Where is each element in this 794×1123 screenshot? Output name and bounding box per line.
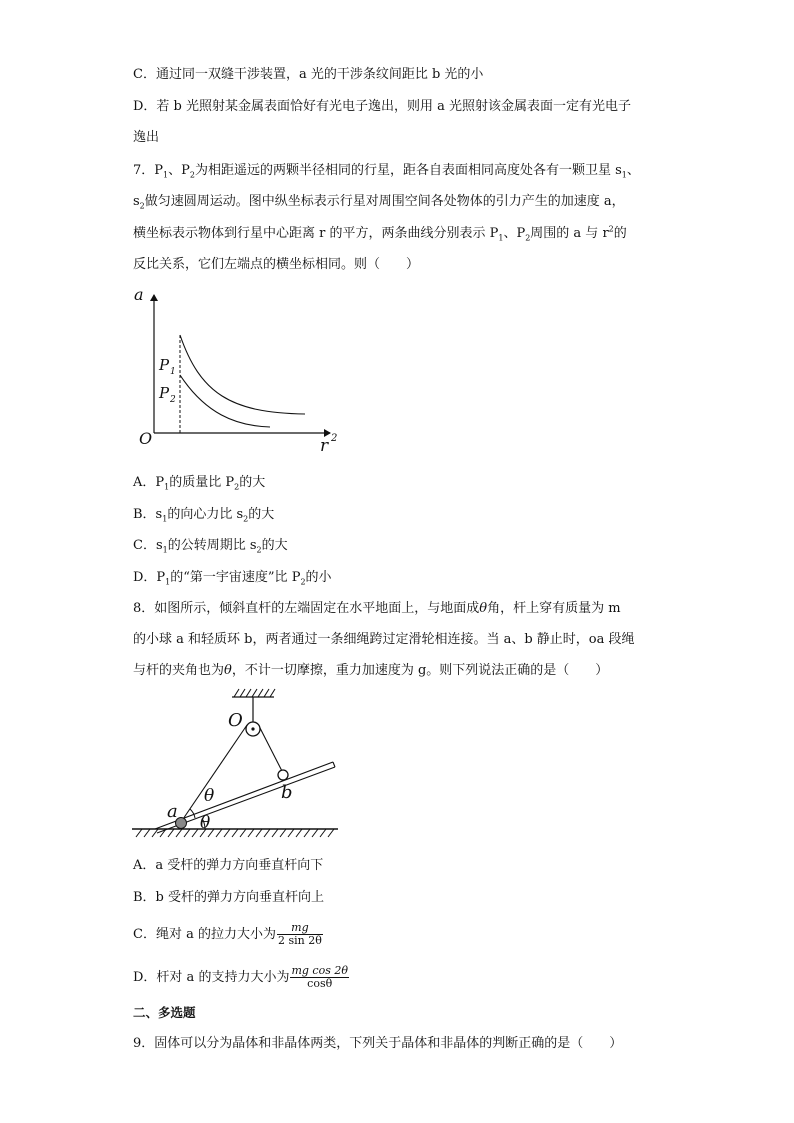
q7-figure [130,283,350,461]
rope-oa [181,725,247,822]
curve-p2-subscript: 2 [170,395,176,405]
q6-option-d-line1: D．若 b 光照射某金属表面恰好有光电子逸出，则用 a 光照射该金属表面一定有光电子 [133,99,632,114]
pulley-label: O [228,710,243,731]
angle-label-2: θ [200,813,211,833]
q8-option-a: A．a 受杆的弹力方向垂直杆向下 [133,858,324,873]
q7-option-c: C．$s_1$的公转周期比 $s_2$的大 [133,538,288,555]
q7-option-b: B．$s_1$的向心力比 $s_2$的大 [133,507,275,524]
q7-stem-line3: 横坐标表示物体到行星中心距离 r 的平方，两条曲线分别表示 $P_1$、$P_2$周围的 a 与 $r^2$的 [133,224,627,243]
curve-p2-label: P [159,384,170,402]
q8-stem-line3: 与杆的夹角也为θ，不计一切摩擦，重力加速度为 g。则下列说法正确的是（ ） [133,663,609,678]
section-title-multiple-choice: 二、多选题 [133,1005,196,1020]
q7-stem-line1: 7．$P_1$、$P_2$为相距遥远的两颗半径相同的行星，距各自表面相同高度处各有一颗卫星 $s_1$、 [133,163,640,180]
q8-option-d: D．杆对 a 的支持力大小为 $\frac{\text{mg cos 2θ}}{\cos\theta}$ [133,964,348,990]
q7-stem-line2: $s_2$做匀速圆周运动。图中纵坐标表示行星对周围空间各处物体的引力产生的加速度 a， [133,194,625,211]
x-axis-label: r [320,436,329,456]
ring-label: b [281,782,293,803]
ceiling-hatching [234,689,275,697]
x-axis-exponent: 2 [331,433,338,444]
angle-arc-rope-rod [190,809,195,818]
q8-option-b: B．b 受杆的弹力方向垂直杆向上 [133,890,325,905]
q8-option-d-fraction: $\frac{\text{mg cos 2θ}}{\cos\theta}$ [291,964,348,990]
q8-option-c: C．绳对 a 的拉力大小为 $\frac{mg}{2 \sin 2\theta}$ [133,921,322,947]
pulley-axle [251,727,254,730]
q7-stem-line4: 反比关系，它们左端点的横坐标相同。则（ ） [133,257,420,272]
curve-p1-subscript: 1 [170,367,176,377]
q6-option-d-line2: 逸出 [133,130,160,145]
ball-label: a [167,801,178,822]
q6-option-c: C．通过同一双缝干涉装置，a 光的干涉条纹间距比 b 光的小 [133,67,484,82]
y-axis-label: a [134,285,144,304]
curve-p1 [180,335,305,414]
ring-b [278,770,288,780]
q8-stem-line2: 的小球 a 和轻质环 b，两者通过一条细绳跨过定滑轮相连接。当 a、b 静止时，oa 段绳 [133,632,635,647]
origin-label: O [139,429,153,448]
q7-option-d: D．$P_1$的“第一宇宙速度”比 $P_2$的小 [133,570,332,587]
q8-figure [128,688,343,846]
curve-p1-label: P [159,356,170,374]
q9-stem: 9．固体可以分为晶体和非晶体两类，下列关于晶体和非晶体的判断正确的是（ ） [133,1036,623,1051]
q7-option-a: A．$P_1$的质量比 $P_2$的大 [133,475,266,492]
q8-stem-line1: 8．如图所示，倾斜直杆的左端固定在水平地面上，与地面成θ角，杆上穿有质量为 m [133,601,621,616]
angle-label-1: θ [204,786,215,806]
curve-p2 [180,375,270,427]
rope-ob [259,726,283,773]
q8-option-c-fraction: $\frac{mg}{2 \sin 2\theta}$ [277,921,322,947]
